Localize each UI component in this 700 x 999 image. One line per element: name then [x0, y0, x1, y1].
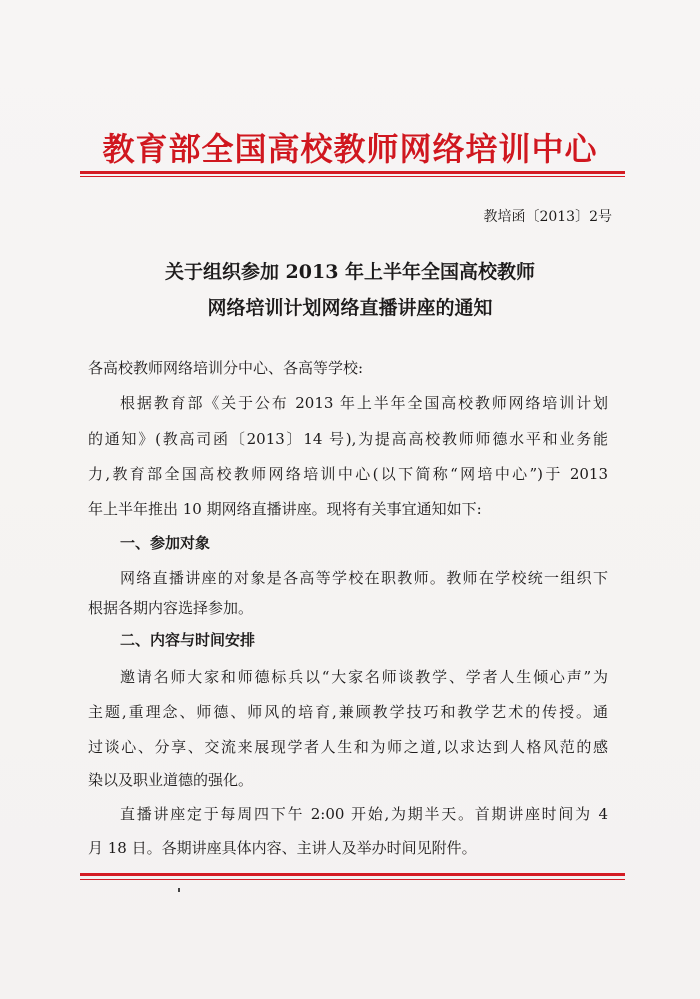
section-2-heading: 二、内容与时间安排	[120, 631, 256, 649]
section-2-para-1-line-4: 染以及职业道德的强化。	[88, 771, 254, 789]
section-2-para-2-line-2: 月 18 日。各期讲座具体内容、主讲人及举办时间见附件。	[88, 839, 477, 857]
footer-rule-thick	[80, 873, 625, 876]
intro-line-4: 年上半年推出 10 期网络直播讲座。现将有关事宜通知如下:	[88, 500, 482, 518]
letterhead-rule-thin	[80, 176, 625, 177]
intro-line-1: 根据教育部《关于公布 2013 年上半年全国高校教师网络培训计划	[120, 394, 608, 412]
salutation: 各高校教师网络培训分中心、各高等学校:	[88, 359, 364, 377]
section-2-para-1-line-1: 邀请名师大家和师德标兵以“大家名师谈教学、学者人生倾心声”为	[120, 668, 608, 686]
scan-speck	[178, 888, 180, 892]
footer-rule-thin	[80, 879, 625, 880]
section-2-para-2-line-1: 直播讲座定于每周四下午 2:00 开始,为期半天。首期讲座时间为 4	[120, 805, 608, 823]
intro-line-2: 的通知》(教高司函〔2013〕14 号),为提高高校教师师德水平和业务能	[88, 430, 608, 448]
document-number: 教培函〔2013〕2号	[483, 209, 612, 225]
section-1-heading: 一、参加对象	[120, 534, 211, 552]
section-2-para-1-line-2: 主题,重理念、师德、师风的培育,兼顾教学技巧和教学艺术的传授。通	[88, 703, 608, 721]
intro-line-3: 力,教育部全国高校教师网络培训中心(以下简称“网培中心”)于 2013	[88, 465, 608, 483]
notice-title-line-2: 网络培训计划网络直播讲座的通知	[207, 297, 493, 319]
section-1-line-2: 根据各期内容选择参加。	[88, 599, 254, 617]
org-letterhead-title: 教育部全国高校教师网络培训中心	[102, 130, 598, 168]
letterhead-rule-thick	[80, 171, 625, 174]
section-1-line-1: 网络直播讲座的对象是各高等学校在职教师。教师在学校统一组织下	[120, 569, 608, 587]
section-2-para-1-line-3: 过谈心、分享、交流来展现学者人生和为师之道,以求达到人格风范的感	[88, 738, 608, 756]
notice-title-line-1: 关于组织参加 2013 年上半年全国高校教师	[164, 261, 536, 283]
